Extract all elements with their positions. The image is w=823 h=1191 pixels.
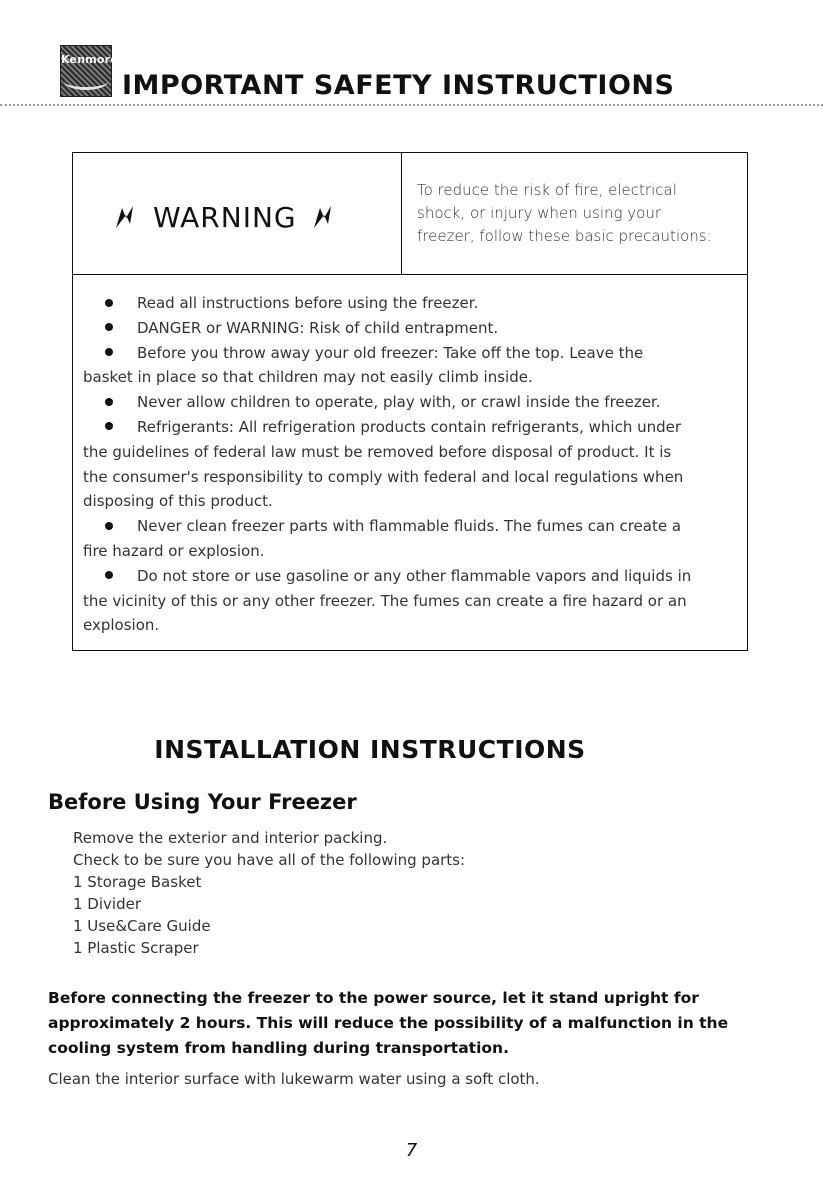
bullet-icon — [105, 422, 113, 430]
precaution-line: the guidelines of federal law must be removed before disposal of product. It is — [83, 442, 672, 461]
warning-intro — [417, 179, 737, 248]
list-item: 1 Storage Basket — [73, 873, 202, 891]
lightning-icon — [113, 204, 139, 230]
kenmore-logo — [60, 45, 118, 97]
warning-intro-line: freezer, follow these basic precautions: — [417, 227, 712, 245]
note-line: Before connecting the freezer to the power source, let it stand upright for — [48, 989, 699, 1007]
bullet-icon — [105, 398, 113, 406]
precaution-line: fire hazard or explosion. — [83, 541, 265, 560]
warning-precautions — [83, 291, 728, 638]
list-item: 1 Plastic Scraper — [73, 939, 199, 957]
precaution-line — [83, 415, 728, 440]
precaution-text: Never allow children to operate, play with, or crawl inside the freezer. — [137, 393, 661, 412]
precaution-line: explosion. — [83, 616, 160, 635]
logo-text: Kenmore — [61, 53, 118, 66]
parts-list — [73, 827, 465, 959]
standing-time-note — [48, 986, 748, 1061]
precaution-line — [83, 291, 728, 316]
cleaning-note: Clean the interior surface with lukewarm water using a soft cloth. — [48, 1070, 540, 1088]
precaution-text: Do not store or use gasoline or any other flammable vapors and liquids in — [137, 566, 692, 585]
bullet-icon — [105, 522, 113, 530]
precaution-line — [83, 514, 728, 539]
precaution-text: Never clean freezer parts with flammable fluids. The fumes can create a — [137, 517, 682, 536]
precaution-text: Before you throw away your old freezer: Take off the top. Leave the — [137, 343, 644, 362]
precaution-line — [83, 390, 728, 415]
header-divider — [0, 104, 823, 106]
note-line: approximately 2 hours. This will reduce the possibility of a malfunction in the — [48, 1014, 729, 1032]
page-title: IMPORTANT SAFETY INSTRUCTIONS — [122, 70, 675, 101]
bullet-icon — [105, 299, 113, 307]
section-subtitle: Before Using Your Freezer — [48, 790, 357, 814]
warning-heading-cell — [73, 153, 402, 275]
note-line: cooling system from handling during transportation. — [48, 1039, 509, 1057]
bullet-icon — [105, 323, 113, 331]
precaution-text: Refrigerants: All refrigeration products contain refrigerants, which under — [137, 417, 682, 436]
precaution-line — [83, 341, 728, 366]
page-number: 7 — [405, 1140, 418, 1161]
precaution-line — [83, 316, 728, 341]
list-item: 1 Divider — [73, 895, 141, 913]
warning-intro-line: To reduce the risk of fire, electrical — [417, 181, 677, 199]
list-item: Check to be sure you have all of the following parts: — [73, 851, 466, 869]
warning-intro-line: shock, or injury when using your — [417, 204, 662, 222]
precaution-line — [83, 564, 728, 589]
precaution-line: the vicinity of this or any other freezer. The fumes can create a fire hazard or an — [83, 591, 687, 610]
precaution-text: DANGER or WARNING: Risk of child entrapment. — [137, 318, 499, 337]
precaution-text: Read all instructions before using the freezer. — [137, 294, 479, 312]
precaution-line: disposing of this product. — [83, 492, 273, 511]
warning-box — [72, 152, 748, 651]
warning-word: WARNING — [153, 201, 297, 234]
precaution-line: basket in place so that children may not easily climb inside. — [83, 368, 533, 387]
precaution-line: the consumer's responsibility to comply with federal and local regulations when — [83, 467, 684, 486]
logo-swoosh-icon — [64, 73, 108, 90]
lightning-icon — [311, 204, 337, 230]
list-item: 1 Use&Care Guide — [73, 917, 211, 935]
warning-heading — [113, 201, 337, 234]
installation-title: INSTALLATION INSTRUCTIONS — [154, 735, 586, 764]
list-item: Remove the exterior and interior packing. — [73, 829, 388, 847]
bullet-icon — [105, 571, 113, 579]
bullet-icon — [105, 348, 113, 356]
